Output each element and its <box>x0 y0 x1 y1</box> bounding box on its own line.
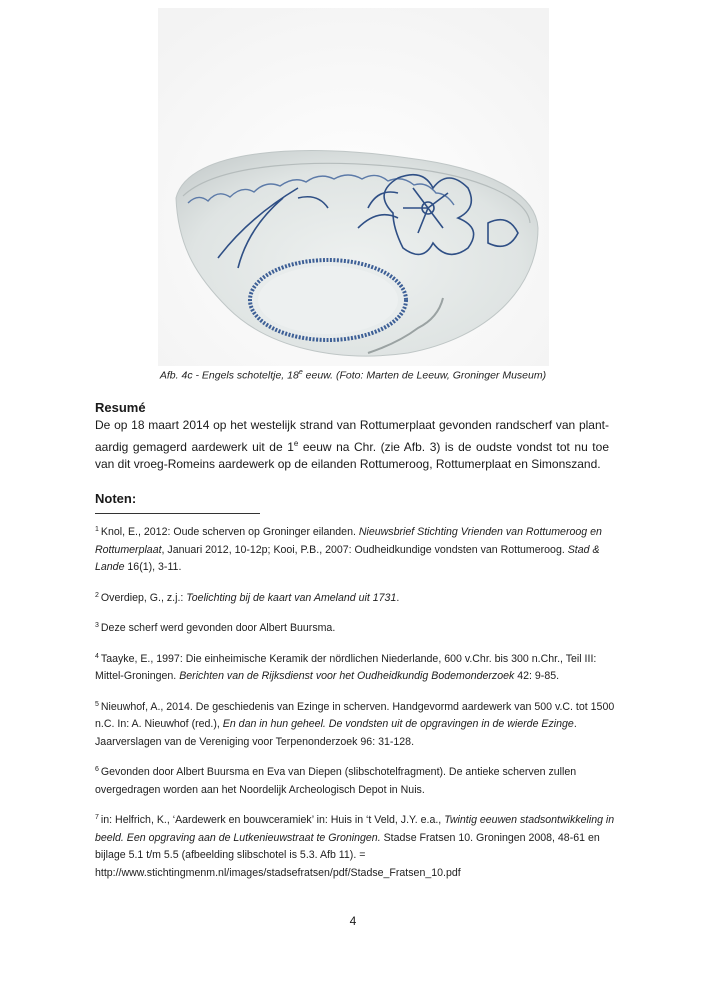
note-number: 6 <box>95 766 99 773</box>
note-text: . <box>396 591 400 604</box>
note-number: 2 <box>95 591 99 599</box>
note-text: 16(1), 3-11. <box>124 561 182 573</box>
resume-text-b: eeuw na Chr. (zie Afb. 3) is de oudste vondst tot nu toe van dit vroeg-Romeins aardewerk op de eilanden Rottumeroog, Rottumerplaat en Simonszand. <box>95 439 609 471</box>
note-text: Deze scherf werd gevonden door Albert Buursma. <box>100 622 336 634</box>
caption-prefix: Afb. 4c - Engels schoteltje, 18 <box>159 369 299 382</box>
notes-list <box>95 521 615 892</box>
note-text: Nieuwhof, A., 2014. De geschiedenis van Ezinge in scherven. Handgevormd aardewerk van 500 v.C. tot 1500 n.C. In: A. Nieuwhof (red.), <box>95 700 615 730</box>
photo-caption <box>100 369 606 382</box>
note-text: , Januari 2012, 10-12p; Kooi, P.B., 2007: Oudheidkundige vondsten van Rottumeroog. <box>161 543 568 556</box>
note-italic: Nieuwsbrief Stichting Vrienden van Rottumeroog en Rottumerplaat <box>95 526 602 556</box>
note-6 <box>95 761 615 799</box>
note-1 <box>95 521 615 577</box>
note-text: Taayke, E., 1997: Die einheimische Keramik der nördlichen Niederlande, 600 v.Chr. bis 300 n.Chr., Teil III: Mittel-Groningen. <box>95 652 597 682</box>
note-number: 3 <box>95 622 99 629</box>
caption-suffix: eeuw. (Foto: Marten de Leeuw, Groninger Museum) <box>302 369 547 382</box>
note-italic: Twintig eeuwen stadsontwikkeling in beeld. Een opgraving aan de Lutkenieuwstraat te Groningen. <box>95 814 615 844</box>
note-number: 5 <box>95 700 99 708</box>
note-text: 42: 9-85. <box>514 670 560 682</box>
caption-sup: e <box>298 369 303 376</box>
note-italic: Berichten van de Rijksdienst voor het Oudheidkundig Bodemonderzoek <box>179 670 515 682</box>
bowl-image <box>158 8 549 366</box>
note-text: in: Helfrich, K., ‘Aardewerk en bouwceramiek’ in: Huis in ‘t Veld, J.Y. e.a., <box>100 814 445 826</box>
note-text: Stadse Fratsen 10. Groningen 2008, 48-61 en bijlage 5.1 t/m 5.5 (afbeelding slibschotel is 5.3. Afb 11). = http://www.stichtingmenm.nl/images/stadsefratsen/pdf/Stadse_Fratsen_10.pdf <box>95 831 600 879</box>
resume-sup: e <box>293 438 299 448</box>
notes-heading: Noten: <box>95 491 137 506</box>
note-5 <box>95 696 615 752</box>
note-italic: En dan in hun geheel. De vondsten uit de opgravingen in de wierde Ezinge <box>222 718 574 730</box>
resume-text-a: De op 18 maart 2014 op het westelijk strand van Rottumerplaat gevonden randscherf van plant-aardig gemagerd aardewerk uit de 1 <box>95 418 609 454</box>
resume-paragraph <box>95 417 609 474</box>
note-text: Gevonden door Albert Buursma en Eva van Diepen (slibschotelfragment). De antieke scherven zullen overgedragen worden aan het Noordelijk Archeologisch Depot in Nuis. <box>95 766 577 796</box>
note-3 <box>95 617 615 638</box>
footnote-rule <box>95 513 260 514</box>
bowl-photo <box>158 8 549 366</box>
note-number: 1 <box>95 526 99 533</box>
note-italic: Stad & Lande <box>95 543 600 573</box>
note-text: Overdiep, G., z.j.: <box>100 591 187 604</box>
note-2 <box>95 587 615 608</box>
page-number: 4 <box>349 914 357 928</box>
resume-heading: Resumé <box>95 400 146 415</box>
note-text: . Jaarverslagen van de Vereniging voor Terpenonderzoek 96: 31-128. <box>95 718 577 748</box>
note-italic: Toelichting bij de kaart van Ameland uit 1731 <box>186 591 397 604</box>
note-number: 7 <box>95 814 99 821</box>
note-text: Knol, E., 2012: Oude scherven op Groninger eilanden. <box>100 526 359 538</box>
note-7 <box>95 809 615 882</box>
note-number: 4 <box>95 652 99 660</box>
note-4 <box>95 648 615 686</box>
